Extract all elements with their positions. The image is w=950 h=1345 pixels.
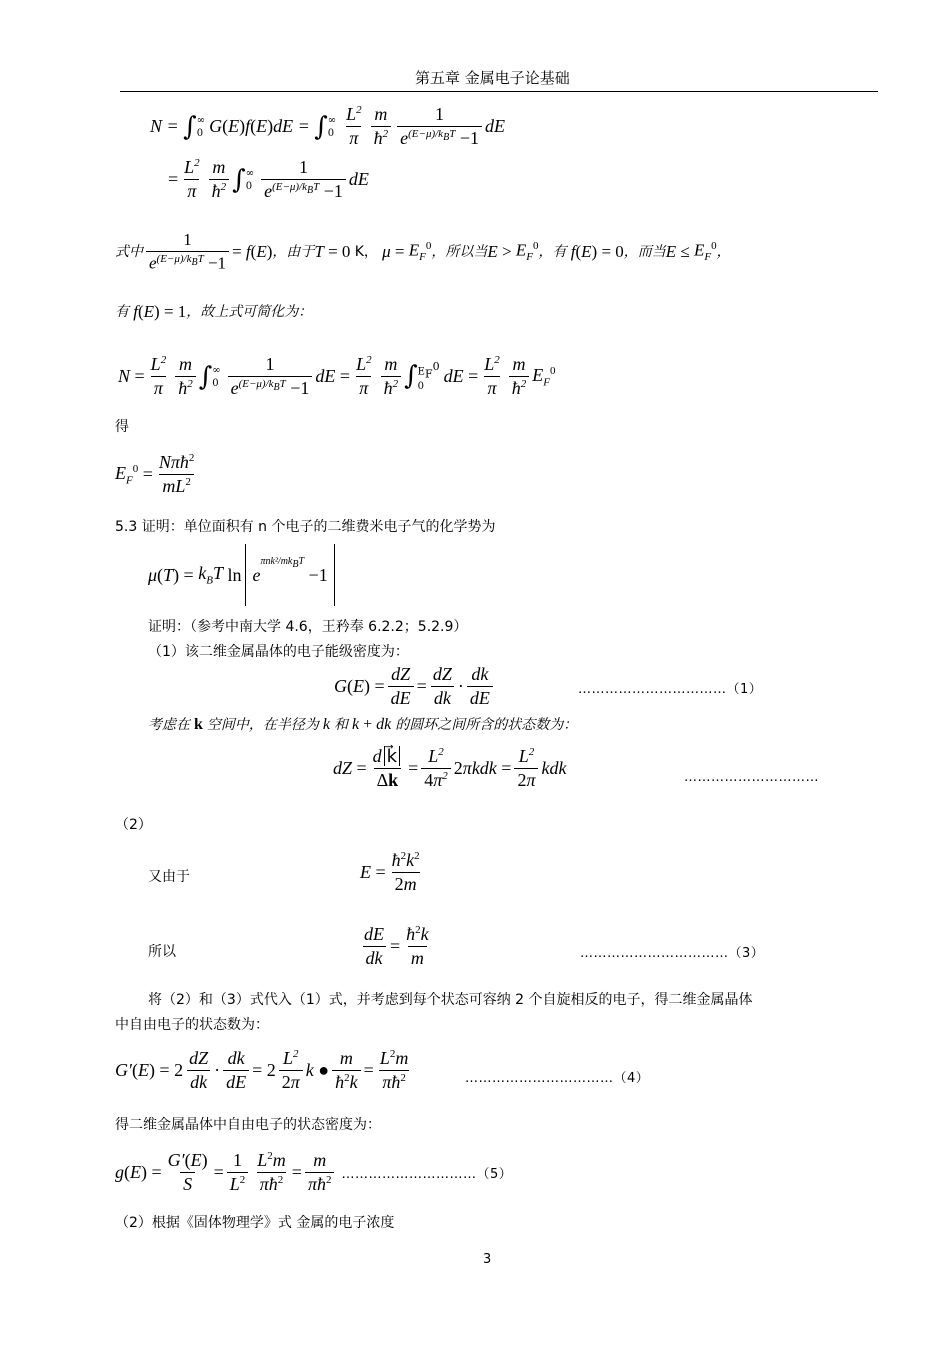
problem-5-3: 5.3 证明：单位面积有 n 个电子的二维费米电子气的化学势为: [115, 519, 496, 535]
equation-4: G′ ( E ) = 2 $\frac{dZ}{dk}$ · $\frac{dk}{dE}$ = 2 $\frac{L^2}{2\pi}$ k ● $\frac{m}{ħ^2k}$ = $\frac{L^2m}{\pi ħ^2}$: [115, 1048, 409, 1092]
text-therefore: 所以: [148, 944, 176, 960]
equation-2-dots: …………………………: [684, 770, 819, 785]
text-dos: 得二维金属晶体中自由电子的状态密度为：: [115, 1117, 381, 1133]
equation-5-label: …………………………（5）: [341, 1167, 513, 1182]
have-f-equals-1: 有 f ( E ) = 1 ，故上式可简化为：: [115, 302, 313, 321]
step-1: （1）该二维金属晶体的电子能级密度为：: [148, 644, 409, 660]
equation-fermi-energy: $E_F^0$ = $\frac{N\pi ħ^2}{mL^2}$: [115, 452, 195, 496]
equation-energy: E = $\frac{ħ^2k^2}{2m}$: [360, 850, 420, 894]
equation-2-label: （2）: [115, 817, 152, 833]
equation-n-fermi: N = $\frac{L^2}{\pi}$ $\frac{m}{ħ^2}$ ∫ ∞ 0 $\frac{1}{e^{(E-\mu)/k_BT} -1}$ dE = $\frac{L^2}{\pi}$ $\frac{m}{ħ^2}$ ∫ $E_F^0$ 0 dE = $\frac{L^2}{\pi}$ $\frac{m}{ħ^2}$ $E_F^0$: [118, 354, 556, 398]
equation-chemical-potential: μ ( T ) = $k_BT$ ln $e^{\pi nk^2/mk_BT}$ −1: [148, 544, 335, 606]
equation-5: g ( E ) = $\frac{G'(E)}{S}$ = $\frac{1}{L^2}$ $\frac{L^2m}{\pi ħ^2}$ = $\frac{m}{\pi ħ^2}$ …………………………（5）: [115, 1150, 513, 1194]
equation-1: G ( E ) = $\frac{dZ}{dE}$ = $\frac{dZ}{dk}$ · $\frac{dk}{dE}$: [334, 664, 496, 709]
equation-n-integral: N = ∫ ∞ 0 G ( E ) f ( E ) dE = ∫ ∞ 0 $\frac{L^2}{\pi}$ $\frac{m}{ħ^2}$ $\frac{1}{e^{(E-\mu)/k_BT} -1}$ dE: [150, 104, 505, 148]
step-2: （2）根据《固体物理学》式 金属的电子浓度: [115, 1215, 395, 1231]
page-header: 第五章 金属电子论基础: [415, 69, 570, 87]
where-line: 式中 $\frac{1}{e^{(E-\mu)/k_BT} -1}$ = f ( E ) ，由于 T = 0 K， μ = $E_F^0$ ，所以当 E > $E_F^0$ ，有 f ( E ) = 0 ，而当 E ≤ $E_F^0$ ，: [115, 230, 731, 273]
equation-2: dZ = $\frac{\text{d k⃗}}{\Delta k}$ = $\frac{L^2}{4\pi^2}$ 2 πkdk = $\frac{L^2}{2\pi}$ kdk: [333, 746, 567, 790]
equation-n-simplified-1: = $\frac{L^2}{\pi}$ $\frac{m}{ħ^2}$ ∫ ∞ 0 $\frac{1}{e^{(E-\mu)/k_BT} -1}$ dE: [168, 157, 369, 201]
text-also-since: 又由于: [148, 869, 190, 885]
text-obtain: 得: [115, 419, 129, 435]
text-where: 式中: [115, 243, 143, 260]
equation-4-label: ……………………………（4）: [465, 1071, 650, 1086]
substitution-line-2: 中自由电子的状态数为：: [115, 1017, 269, 1033]
equation-1-label: ……………………………（1）: [578, 682, 763, 697]
header-rule: [120, 91, 878, 92]
equation-3: $\frac{dE}{dk}$ = $\frac{ħ^2k}{m}$: [364, 924, 429, 968]
substitution-line-1: 将（2）和（3）式代入（1）式，并考虑到每个状态可容纳 2 个自旋相反的电子，得二维金属晶体: [148, 992, 753, 1008]
proof-reference: 证明：（参考中南大学 4.6，王矜奉 6.2.2；5.2.9）: [148, 619, 468, 635]
consider-line: 考虑在 k 空间中，在半径为 k 和 k + dk 的圆环之间所含的状态数为：: [148, 716, 578, 733]
equation-3-label: ……………………………（3）: [580, 946, 765, 961]
page-number: 3: [483, 1252, 492, 1267]
